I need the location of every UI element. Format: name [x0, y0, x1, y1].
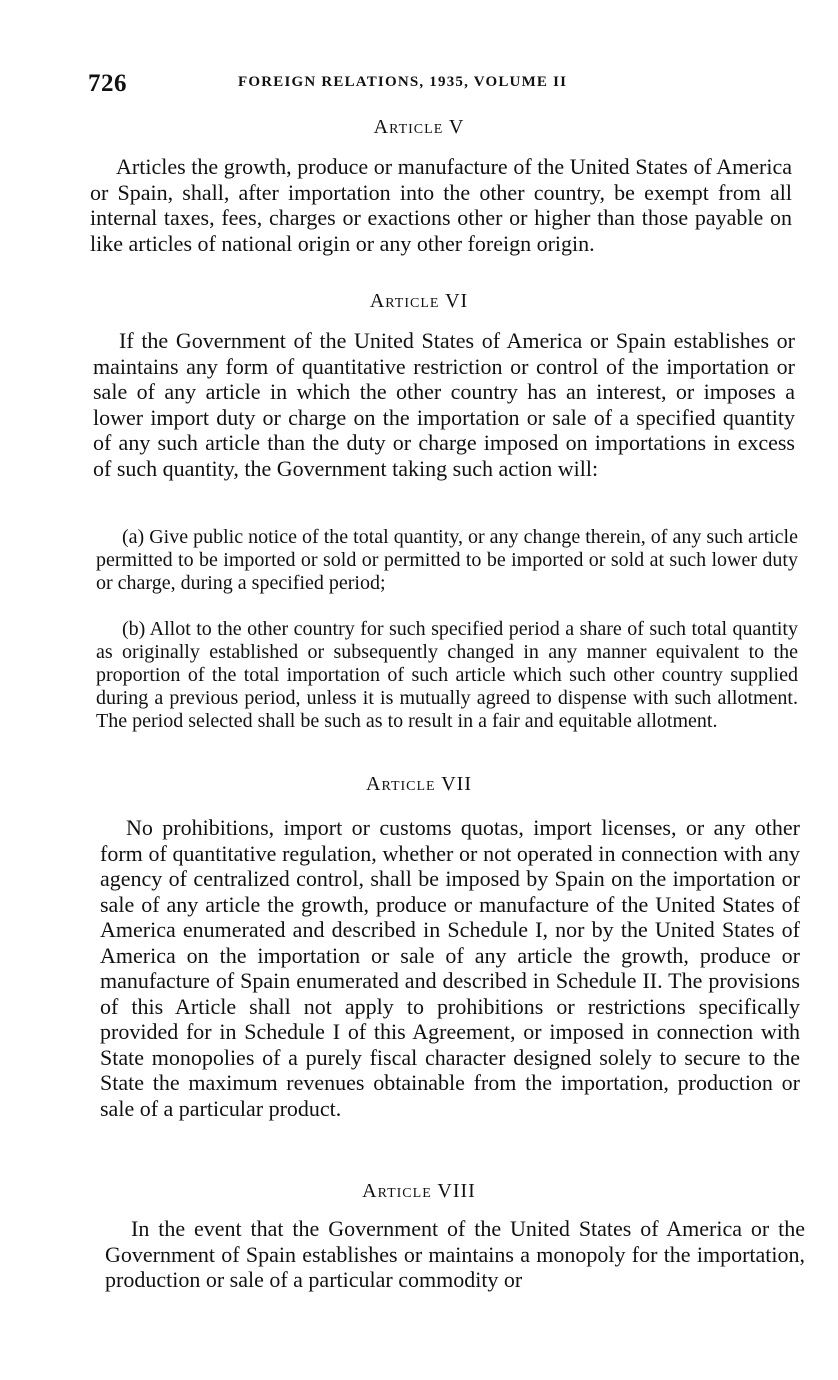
page-number: 726	[88, 70, 127, 97]
article-vii-text: No prohibitions, import or customs quotas, import licenses, or any other form of quantitative regulation, whether or not operated in connection with any agency of centralized control, shall be imposed by Spain on the importation or sale of any article the growth, produce or manufacture of the United States of America enumerated and described in Schedule I, nor by the United States of America on the importation or sale of any article the growth, produce or manufacture of Spain enumerated and described in Schedule II. The provisions of this Article shall not apply to prohibitions or restrictions specifically provided for in Schedule I of this Agreement, or imposed in connection with State monopolies of a purely fiscal character designed solely to secure to the State the maximum revenues obtainable from the importation, production or sale of a particular product.	[100, 815, 800, 1121]
article-v-text: Articles the growth, produce or manufacture of the United States of America or Spain, shall, after importation into the other country, be exempt from all internal taxes, fees, charges or exactions other or higher than those payable on like articles of national origin or any other foreign origin.	[90, 154, 792, 256]
article-vi-clause-a: (a) Give public notice of the total quantity, or any change therein, of any such article permitted to be imported or sold or permitted to be imported or sold at such lower duty or charge, during a specified period;	[96, 526, 798, 594]
article-v-heading: Article V	[373, 116, 465, 138]
article-vii-heading: Article VII	[366, 773, 472, 795]
article-vi-clause-b: (b) Allot to the other country for such specified period a share of such total quantity as originally established or subsequently changed in any manner equivalent to the proportion of the total importation of such article which such other country supplied during a previous period, unless it is mutually agreed to dispense with such allotment. The period selected shall be such as to result in a fair and equitable allotment.	[96, 618, 798, 732]
article-viii-text: In the event that the Government of the United States of America or the Government of Spain establishes or maintains a monopoly for the importation, production or sale of a particular commodity or	[105, 1216, 805, 1292]
article-vi-heading: Article VI	[369, 290, 469, 312]
running-title: FOREIGN RELATIONS, 1935, VOLUME II	[238, 74, 568, 90]
article-vi-text: If the Government of the United States of America or Spain establishes or maintains any form of quantitative restriction or control of the importation or sale of any article in which the other country has an interest, or imposes a lower import duty or charge on the importation or sale of a specified quantity of any such article than the duty or charge imposed on importations in excess of such quantity, the Government taking such action will:	[93, 328, 795, 481]
article-viii-heading: Article VIII	[362, 1180, 476, 1202]
running-header	[88, 70, 648, 104]
